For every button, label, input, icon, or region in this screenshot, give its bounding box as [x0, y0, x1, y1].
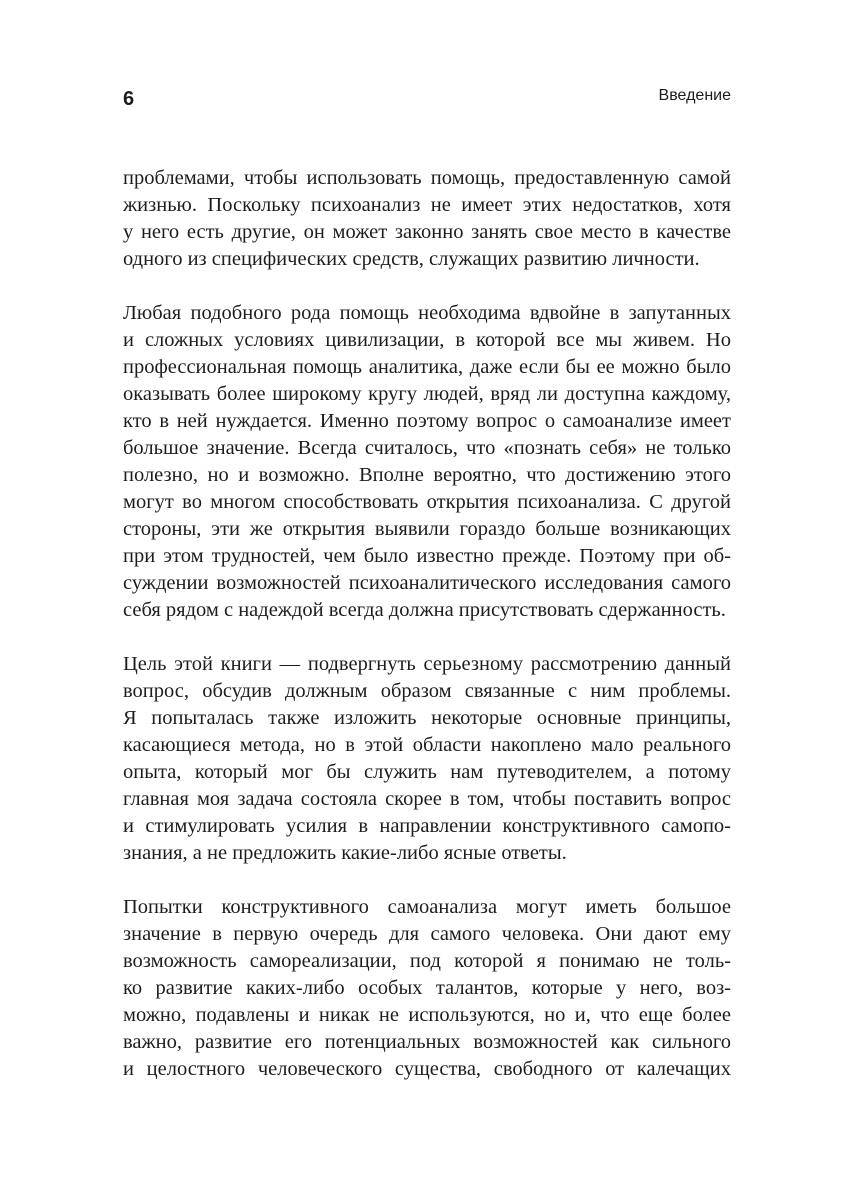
text-line: главная моя задача состояла скорее в том, чтобы поставить вопрос — [123, 788, 731, 810]
text-line: стороны, эти же открытия выявили гораздо больше возникающих — [123, 518, 731, 540]
text-line: у него есть другие, он может законно занять свое место в качестве — [123, 221, 731, 243]
text-line: важно, развитие его потенциальных возможностей как сильного — [123, 1031, 731, 1053]
text-line: проблемами, чтобы использовать помощь, предоставленную самой — [123, 167, 731, 189]
text-line: возможность самореализации, под которой я понимаю не толь- — [123, 950, 731, 972]
text-line: и стимулировать усилия в направлении конструктивного самопо- — [123, 815, 731, 837]
text-line: жизнью. Поскольку психоанализ не имеет этих недостатков, хотя — [123, 194, 731, 216]
text-line: можно, подавлены и никак не используются, но и, что еще более — [123, 1004, 731, 1026]
text-line: при этом трудностей, чем было известно прежде. Поэтому при об- — [123, 545, 731, 567]
text-line: ко развитие каких-либо особых талантов, которые у него, воз- — [123, 977, 731, 999]
paragraph-3 — [123, 651, 731, 867]
text-line: суждении возможностей психоаналитического исследования самого — [123, 572, 731, 594]
paragraph-4 — [123, 894, 731, 1083]
text-line: полезно, но и возможно. Вполне вероятно, что достижению этого — [123, 464, 731, 486]
text-line: оказывать более широкому кругу людей, вряд ли доступна каждому, — [123, 383, 731, 405]
text-line: Я попыталась также изложить некоторые основные принципы, — [123, 707, 731, 729]
text-line: и сложных условиях цивилизации, в которой все мы живем. Но — [123, 329, 731, 351]
text-line: Цель этой книги — подвергнуть серьезному рассмотрению данный — [123, 653, 731, 675]
text-line: и целостного человеческого существа, свободного от калечащих — [123, 1058, 731, 1080]
text-line: могут во многом способствовать открытия психоанализа. С другой — [123, 491, 731, 513]
text-line: опыта, который мог бы служить нам путеводителем, а потому — [123, 761, 731, 783]
paragraph-2 — [123, 300, 731, 624]
text-line: касающиеся метода, но в этой области накоплено мало реального — [123, 734, 731, 756]
text-line: Любая подобного рода помощь необходима вдвойне в запутанных — [123, 302, 731, 324]
page-header — [123, 86, 731, 110]
text-line: большое значение. Всегда считалось, что «познать себя» не только — [123, 437, 731, 459]
text-line: значение в первую очередь для самого человека. Они дают ему — [123, 923, 731, 945]
text-line: кто в ней нуждается. Именно поэтому вопрос о самоанализе имеет — [123, 410, 731, 432]
running-title: Введение — [658, 87, 731, 104]
text-line: одного из специфических средств, служащих развитию личности. — [123, 248, 700, 270]
text-line: себя рядом с надеждой всегда должна присутствовать сдержанность. — [123, 599, 726, 621]
paragraph-1 — [123, 165, 731, 273]
text-line: Попытки конструктивного самоанализа могут иметь большое — [123, 896, 731, 918]
text-line: знания, а не предложить какие-либо ясные ответы. — [123, 842, 567, 864]
page-number: 6 — [123, 88, 135, 110]
text-line: профессиональная помощь аналитика, даже если бы ее можно было — [123, 356, 731, 378]
body-text — [123, 165, 731, 1083]
text-line: вопрос, обсудив должным образом связанные с ним проблемы. — [123, 680, 731, 702]
